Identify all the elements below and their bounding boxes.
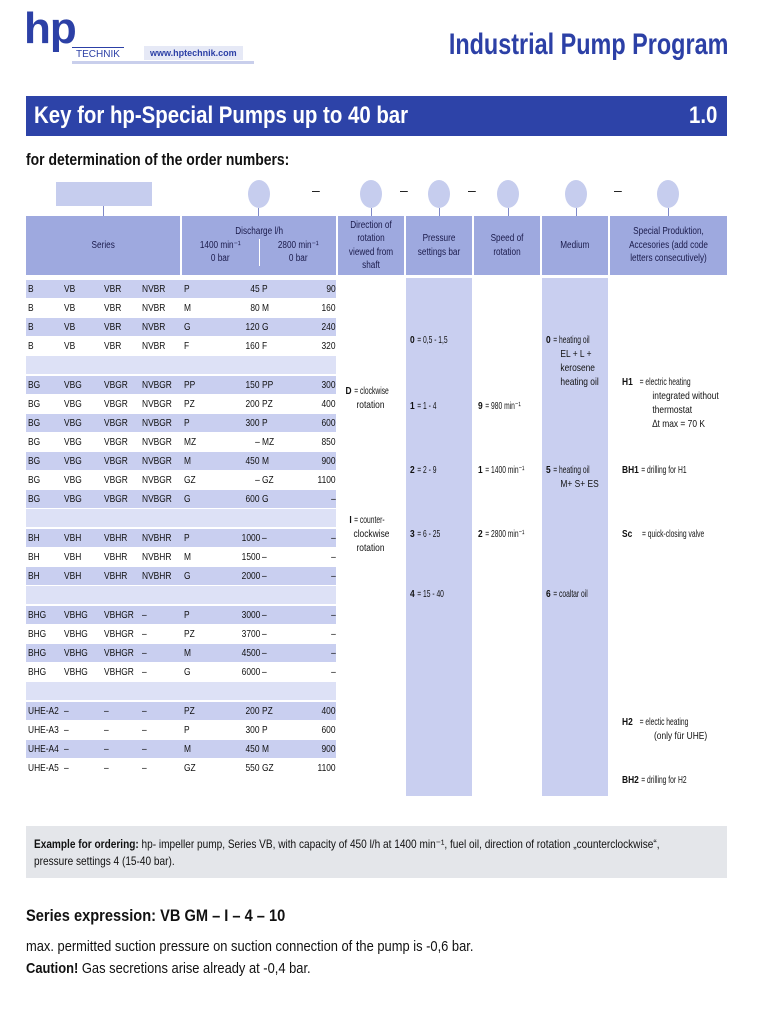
table-cell: 600 <box>321 417 336 429</box>
code-connector <box>508 208 509 216</box>
table-cell: 1500 <box>241 551 260 563</box>
header-special: Special Produktion, Accesories (add code letters consecutively) <box>610 216 727 275</box>
table-cell: BHG <box>28 609 47 621</box>
table-cell: VBHG <box>64 628 88 640</box>
table-cell: – <box>331 666 336 678</box>
table-cell: – <box>255 436 260 448</box>
example-text-2: pressure settings 4 (15-40 bar). <box>34 854 175 868</box>
table-cell: 450 <box>245 455 260 467</box>
table-cell: VBGR <box>104 474 128 486</box>
table-cell: 80 <box>250 302 260 314</box>
table-cell: – <box>331 647 336 659</box>
suction-pressure-note: max. permitted suction pressure on suction connection of the pump is -0,6 bar. <box>26 938 474 955</box>
table-cell: 90 <box>326 283 336 295</box>
table-cell: NVBGR <box>142 474 172 486</box>
table-cell: 400 <box>321 705 336 717</box>
table-cell: 3700 <box>241 628 260 640</box>
special-h2: H2 = electic heating (only für UHE) <box>622 716 708 742</box>
table-cell: VBR <box>104 321 122 333</box>
table-cell: VBHR <box>104 532 128 544</box>
table-cell: VBHG <box>64 647 88 659</box>
table-cell: 2000 <box>241 570 260 582</box>
table-cell: – <box>104 743 109 755</box>
table-cell: PZ <box>262 705 273 717</box>
table-cell: VB <box>64 283 76 295</box>
table-cell: VBHGR <box>104 628 134 640</box>
table-cell: – <box>262 532 267 544</box>
table-cell: – <box>331 551 336 563</box>
table-cell: UHE-A5 <box>28 762 59 774</box>
table-cell: VBHGR <box>104 647 134 659</box>
table-cell: G <box>184 666 191 678</box>
table-cell: B <box>28 321 34 333</box>
table-cell: PP <box>262 379 274 391</box>
table-cell: VBHGR <box>104 666 134 678</box>
table-cell: VBG <box>64 455 82 467</box>
table-cell: BG <box>28 379 41 391</box>
example-label: Example for ordering: <box>34 837 139 851</box>
table-cell: GZ <box>184 762 196 774</box>
table-cell: VBGR <box>104 436 128 448</box>
table-cell: – <box>64 743 69 755</box>
table-cell: 6000 <box>241 666 260 678</box>
medium-6: 6 = coaltar oil <box>546 588 588 600</box>
table-cell: – <box>142 743 147 755</box>
table-cell: VBGR <box>104 417 128 429</box>
table-cell: M <box>184 743 191 755</box>
table-cell: NVBR <box>142 340 166 352</box>
table-cell: PZ <box>184 705 195 717</box>
table-cell: 300 <box>321 379 336 391</box>
table-cell: 200 <box>245 705 260 717</box>
table-cell: NVBHR <box>142 532 172 544</box>
table-cell: NVBR <box>142 302 166 314</box>
table-cell: – <box>331 609 336 621</box>
table-cell: 120 <box>245 321 260 333</box>
code-slot-pressure <box>428 180 450 208</box>
table-cell: BHG <box>28 666 47 678</box>
table-cell: VBGR <box>104 455 128 467</box>
table-cell: 150 <box>245 379 260 391</box>
table-spacer <box>26 586 336 604</box>
table-cell: 450 <box>245 743 260 755</box>
table-cell: B <box>28 340 34 352</box>
table-cell: 160 <box>321 302 336 314</box>
table-cell: M <box>184 647 191 659</box>
table-spacer <box>26 682 336 700</box>
table-cell: NVBHR <box>142 551 172 563</box>
table-cell: – <box>262 609 267 621</box>
table-cell: – <box>104 762 109 774</box>
header-speed: Speed of rotation <box>474 216 540 275</box>
table-cell: NVBGR <box>142 455 172 467</box>
header-discharge <box>182 216 336 275</box>
code-dash: – <box>614 182 622 198</box>
table-cell: – <box>64 762 69 774</box>
table-cell: P <box>184 283 190 295</box>
table-cell: – <box>104 705 109 717</box>
code-slot-special <box>657 180 679 208</box>
table-cell: VB <box>64 340 76 352</box>
code-dash: – <box>312 182 320 198</box>
code-connector <box>258 208 259 216</box>
table-cell: P <box>262 417 268 429</box>
speed-1: 1 = 1400 min⁻¹ <box>478 464 525 476</box>
table-cell: VBR <box>104 283 122 295</box>
logo-technik: TECHNIK <box>72 47 124 60</box>
code-connector <box>668 208 669 216</box>
special-bh2: BH2 = drilling for H2 <box>622 774 687 786</box>
example-text: hp- impeller pump, Series VB, with capacity of 450 l/h at 1400 min⁻¹, fuel oil, direction of rotation „counterclockwise“, <box>138 837 660 851</box>
code-slot-medium <box>565 180 587 208</box>
header-pressure: Pressure settings bar <box>406 216 472 275</box>
table-cell: – <box>262 647 267 659</box>
table-cell: PZ <box>184 628 195 640</box>
speed-2: 2 = 2800 min⁻¹ <box>478 528 525 540</box>
pressure-1: 1 = 1 - 4 <box>410 400 437 412</box>
table-cell: M <box>184 551 191 563</box>
logo-hp: hp <box>24 4 76 53</box>
table-cell: 200 <box>245 398 260 410</box>
table-cell: 600 <box>245 493 260 505</box>
table-cell: B <box>28 302 34 314</box>
table-cell: M <box>184 455 191 467</box>
code-connector <box>371 208 372 216</box>
table-cell: GZ <box>262 474 274 486</box>
table-cell: – <box>64 724 69 736</box>
table-cell: BG <box>28 436 41 448</box>
table-cell: VBHG <box>64 666 88 678</box>
section-banner <box>26 96 727 136</box>
table-cell: VBG <box>64 474 82 486</box>
table-cell: G <box>184 493 191 505</box>
table-cell: 1100 <box>317 762 336 774</box>
table-cell: UHE-A3 <box>28 724 59 736</box>
code-dash: – <box>468 182 476 198</box>
table-cell: G <box>184 570 191 582</box>
table-cell: – <box>331 532 336 544</box>
table-cell: VBG <box>64 379 82 391</box>
pressure-2: 2 = 2 - 9 <box>410 464 437 476</box>
series-expression: Series expression: VB GM – I – 4 – 10 <box>26 906 286 925</box>
table-cell: GZ <box>262 762 274 774</box>
table-cell: F <box>184 340 190 352</box>
table-cell: – <box>142 628 147 640</box>
table-cell: 900 <box>321 455 336 467</box>
table-cell: 1100 <box>317 474 336 486</box>
code-connector <box>576 208 577 216</box>
table-cell: – <box>331 628 336 640</box>
header-rpm2800: 2800 min⁻¹ <box>277 239 319 251</box>
table-cell: – <box>142 666 147 678</box>
table-cell: VB <box>64 321 76 333</box>
header-bar2800: 0 bar <box>288 253 308 265</box>
table-cell: 320 <box>321 340 336 352</box>
special-bh1: BH1 = drilling for H1 <box>622 464 687 476</box>
table-cell: M <box>184 302 191 314</box>
header-bar1400: 0 bar <box>210 253 230 265</box>
logo-url[interactable]: www.hptechnik.com <box>144 46 243 60</box>
table-cell: VBGR <box>104 493 128 505</box>
table-cell: P <box>184 724 190 736</box>
table-cell: – <box>331 493 336 505</box>
header-rpm1400: 1400 min⁻¹ <box>199 239 241 251</box>
table-cell: 900 <box>321 743 336 755</box>
table-spacer <box>26 356 336 374</box>
caution-label: Caution! <box>26 960 79 977</box>
table-cell: NVBR <box>142 321 166 333</box>
table-cell: P <box>262 283 268 295</box>
table-cell: P <box>184 609 190 621</box>
table-cell: BG <box>28 398 41 410</box>
code-connector <box>103 206 104 216</box>
table-cell: BG <box>28 417 41 429</box>
table-cell: NVBGR <box>142 379 172 391</box>
table-cell: VBGR <box>104 398 128 410</box>
table-cell: VBHGR <box>104 609 134 621</box>
header-medium: Medium <box>542 216 608 275</box>
table-cell: VBH <box>64 551 82 563</box>
pressure-4: 4 = 15 - 40 <box>410 588 444 600</box>
table-cell: NVBGR <box>142 493 172 505</box>
table-cell: BHG <box>28 647 47 659</box>
table-cell: F <box>262 340 268 352</box>
code-slot-discharge <box>248 180 270 208</box>
table-cell: – <box>142 705 147 717</box>
table-cell: M <box>262 302 269 314</box>
table-cell: 160 <box>245 340 260 352</box>
table-cell: – <box>104 724 109 736</box>
code-slot-speed <box>497 180 519 208</box>
table-cell: P <box>184 532 190 544</box>
table-cell: PZ <box>262 398 273 410</box>
direction-counterclockwise: I = counter- clockwise rotation <box>349 514 389 554</box>
table-cell: P <box>262 724 268 736</box>
table-cell: 400 <box>321 398 336 410</box>
table-cell: – <box>262 666 267 678</box>
table-cell: 3000 <box>241 609 260 621</box>
table-cell: NVBGR <box>142 436 172 448</box>
table-cell: VBHG <box>64 609 88 621</box>
table-cell: G <box>262 493 269 505</box>
table-cell: G <box>184 321 191 333</box>
speed-9: 9 = 980 min⁻¹ <box>478 400 521 412</box>
table-spacer <box>26 509 336 527</box>
table-cell: – <box>142 724 147 736</box>
table-cell: PZ <box>184 398 195 410</box>
table-cell: VBH <box>64 532 82 544</box>
table-cell: M <box>262 455 269 467</box>
table-cell: 45 <box>250 283 260 295</box>
table-cell: B <box>28 283 34 295</box>
table-cell: VBG <box>64 493 82 505</box>
table-cell: – <box>255 474 260 486</box>
table-cell: 1000 <box>241 532 260 544</box>
table-cell: VBR <box>104 302 122 314</box>
header-series: Series <box>26 216 180 275</box>
table-cell: 550 <box>245 762 260 774</box>
header-direction: Direction of rotation viewed from shaft <box>338 216 404 275</box>
table-cell: VBG <box>64 398 82 410</box>
medium-0: 0 = heating oil EL + L + kerosene heating oil <box>546 334 599 388</box>
banner-title: Key for hp-Special Pumps up to 40 bar <box>34 102 409 129</box>
table-cell: UHE-A2 <box>28 705 59 717</box>
table-cell: – <box>142 762 147 774</box>
header-discharge-label: Discharge l/h <box>235 226 283 238</box>
table-cell: G <box>262 321 269 333</box>
direction-clockwise: D = clockwise rotation <box>345 385 389 411</box>
table-cell: BH <box>28 532 40 544</box>
medium-5: 5 = heating oil M+ S+ ES <box>546 464 599 490</box>
table-cell: NVBGR <box>142 417 172 429</box>
table-cell: 600 <box>321 724 336 736</box>
table-cell: NVBR <box>142 283 166 295</box>
table-cell: – <box>262 628 267 640</box>
table-cell: MZ <box>262 436 275 448</box>
code-slot-direction <box>360 180 382 208</box>
table-cell: VB <box>64 302 76 314</box>
table-cell: BG <box>28 474 41 486</box>
table-cell: 300 <box>245 724 260 736</box>
table-cell: BG <box>28 493 41 505</box>
special-h1: H1 = electric heating integrated without thermostat ∆t max = 70 K <box>622 376 719 430</box>
caution-note <box>26 960 311 977</box>
table-cell: M <box>262 743 269 755</box>
table-cell: MZ <box>184 436 197 448</box>
series-code-box <box>56 182 152 206</box>
table-cell: VBG <box>64 436 82 448</box>
special-sc: Sc = quick-closing valve <box>622 528 704 540</box>
caution-text: Gas secretions arise already at -0,4 bar. <box>78 960 311 977</box>
pressure-3: 3 = 6 - 25 <box>410 528 440 540</box>
table-cell: UHE-A4 <box>28 743 59 755</box>
table-cell: VBHR <box>104 570 128 582</box>
table-cell: – <box>331 570 336 582</box>
table-cell: 240 <box>321 321 336 333</box>
code-connector <box>439 208 440 216</box>
table-cell: – <box>142 609 147 621</box>
page-title: Industrial Pump Program <box>448 28 728 61</box>
logo-underline <box>72 61 254 64</box>
table-cell: VBHR <box>104 551 128 563</box>
table-cell: P <box>184 417 190 429</box>
table-cell: – <box>64 705 69 717</box>
table-cell: BHG <box>28 628 47 640</box>
table-cell: 850 <box>321 436 336 448</box>
code-dash: – <box>400 182 408 198</box>
table-cell: VBGR <box>104 379 128 391</box>
table-cell: GZ <box>184 474 196 486</box>
table-cell: NVBGR <box>142 398 172 410</box>
table-cell: VBG <box>64 417 82 429</box>
table-cell: BH <box>28 570 40 582</box>
table-cell: – <box>142 647 147 659</box>
table-cell: VBH <box>64 570 82 582</box>
table-cell: – <box>262 551 267 563</box>
table-cell: NVBHR <box>142 570 172 582</box>
table-cell: PP <box>184 379 196 391</box>
company-logo <box>24 4 254 66</box>
ordering-example <box>26 826 727 878</box>
table-cell: 300 <box>245 417 260 429</box>
table-cell: 4500 <box>241 647 260 659</box>
table-cell: – <box>262 570 267 582</box>
subtitle: for determination of the order numbers: <box>26 150 290 169</box>
pressure-0: 0 = 0,5 - 1,5 <box>410 334 448 346</box>
table-cell: VBR <box>104 340 122 352</box>
banner-number: 1.0 <box>688 102 717 129</box>
table-cell: BH <box>28 551 40 563</box>
table-cell: BG <box>28 455 41 467</box>
